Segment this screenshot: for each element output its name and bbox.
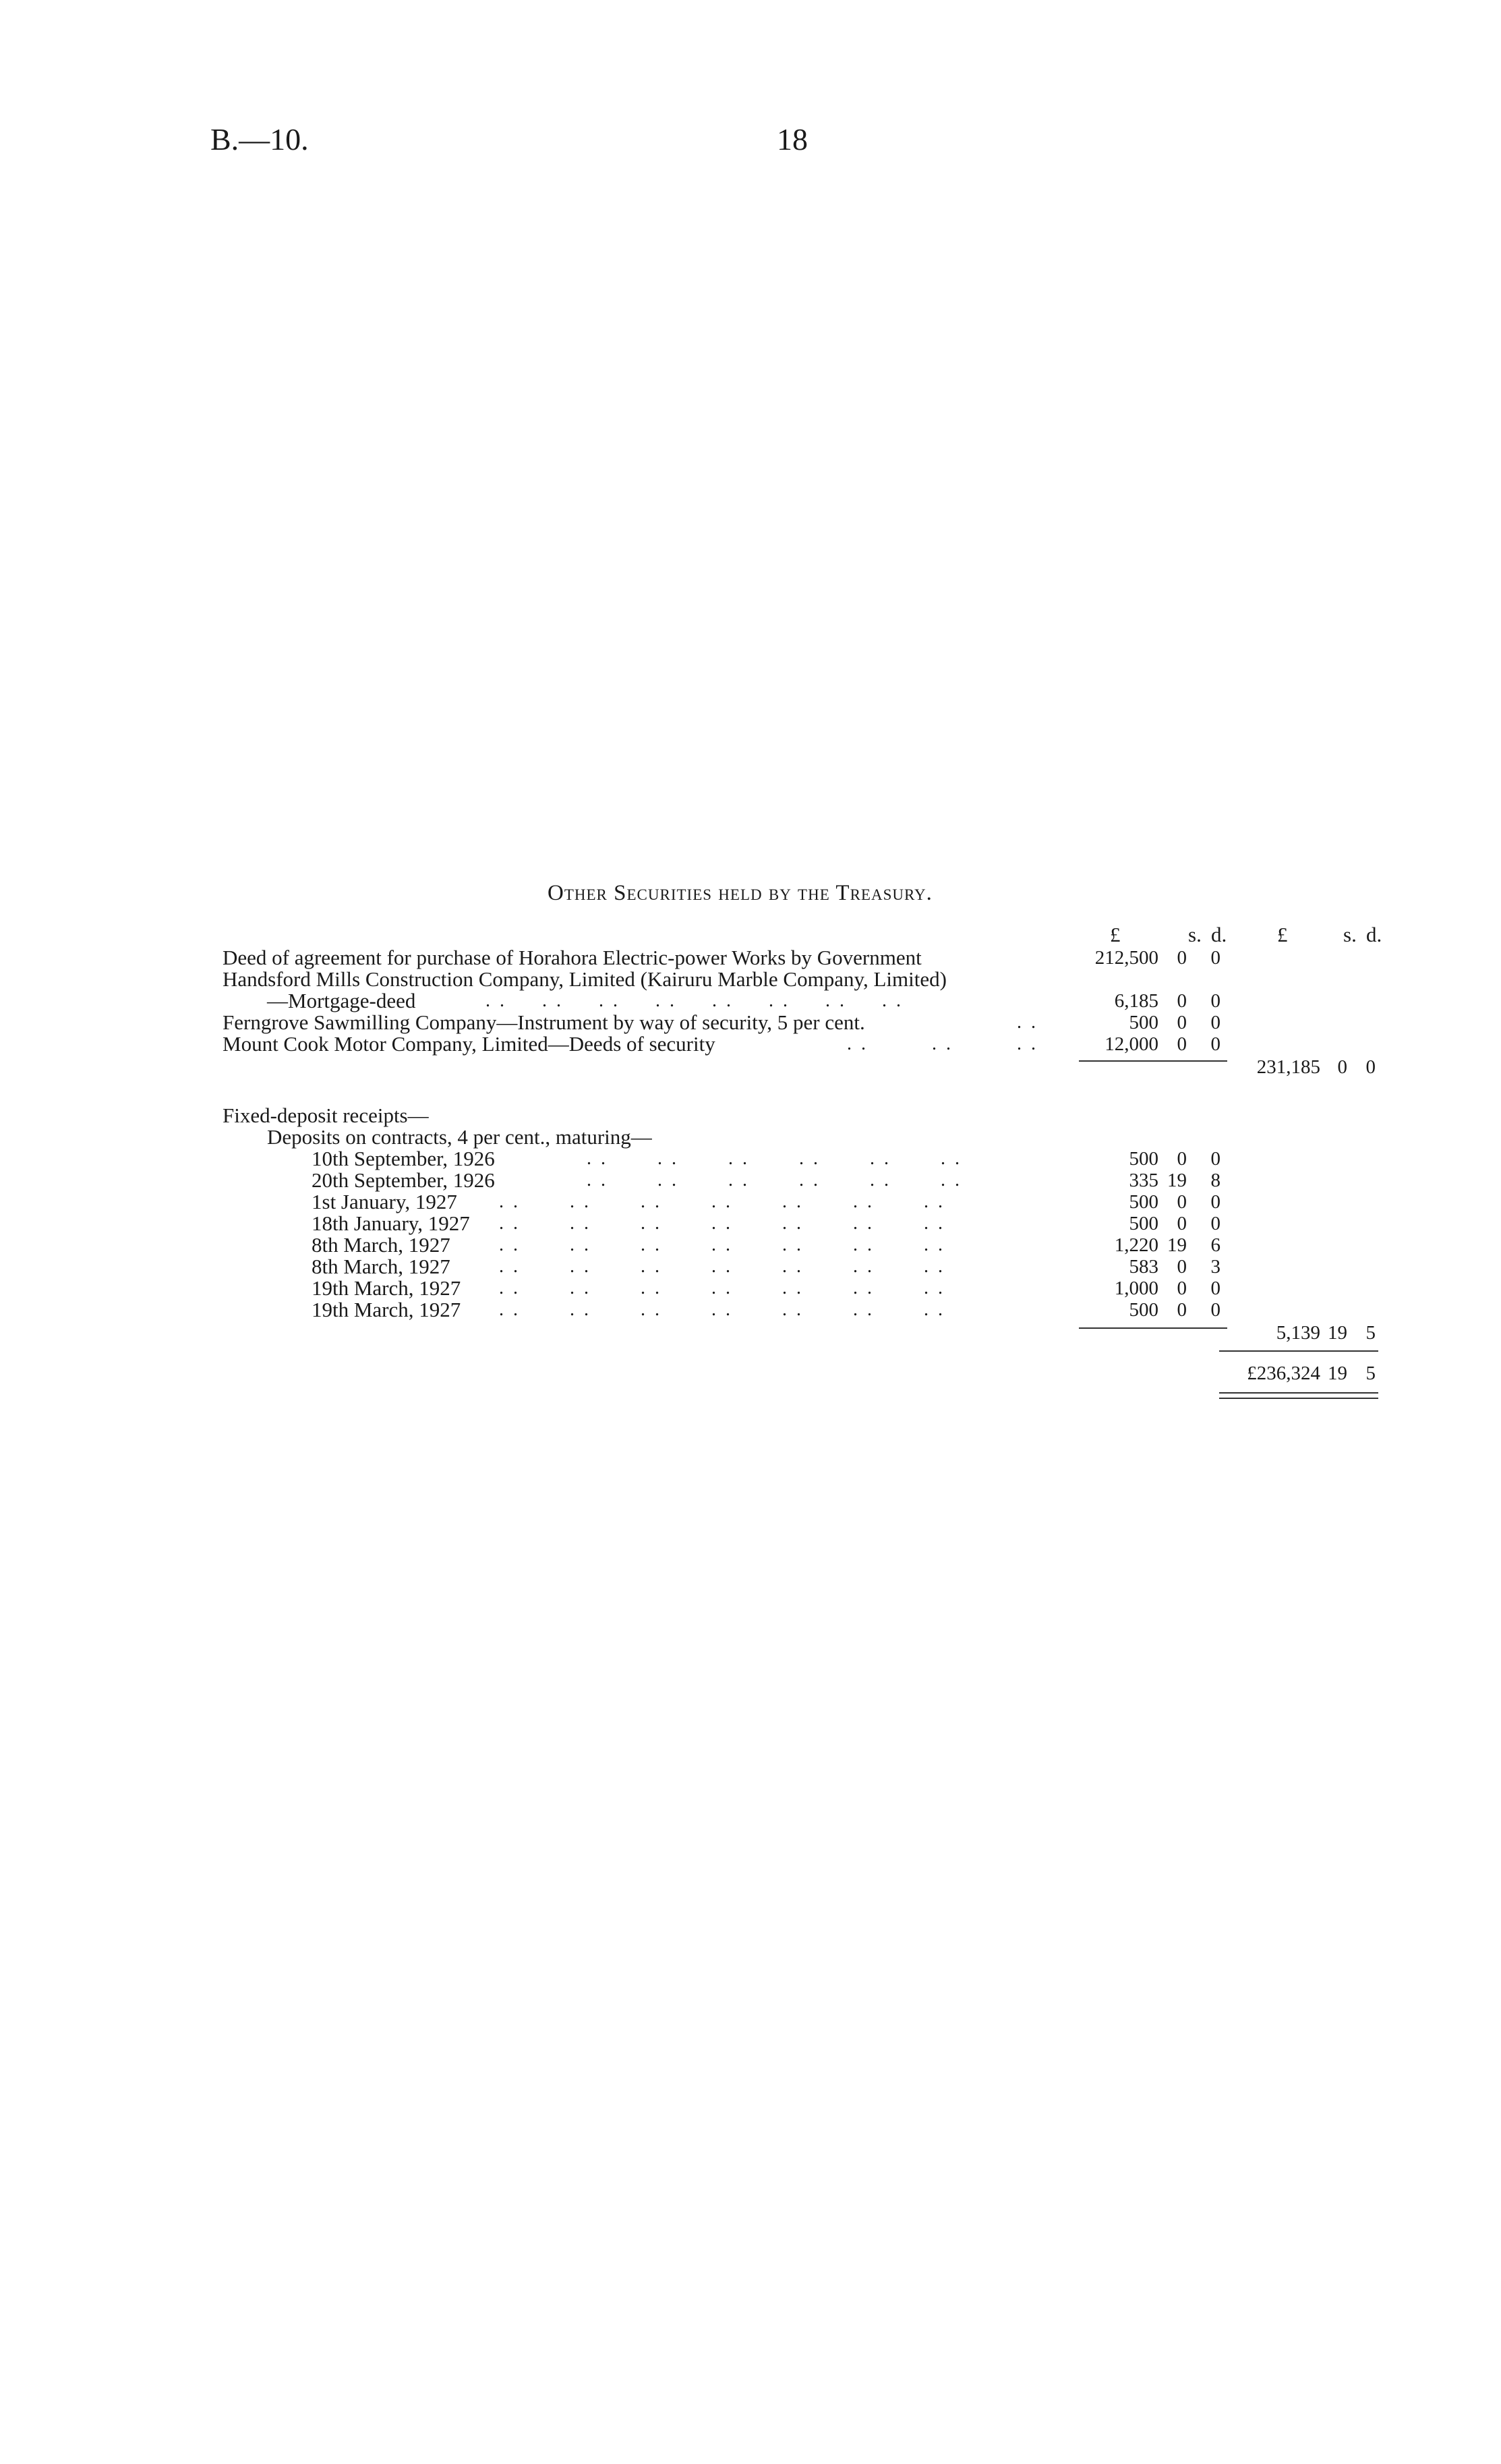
deposit-date: 10th September, 1926: [312, 1147, 495, 1170]
deposit-pence: 0: [1210, 1299, 1220, 1321]
leader-dots: .. .. .. .. .. .. ..: [499, 1191, 952, 1212]
leader-dots: .. .. .. .. .. .. ..: [499, 1299, 952, 1320]
security-pence: 0: [1210, 1012, 1220, 1033]
deposit-date: 8th March, 1927: [312, 1233, 450, 1257]
security-pounds: 12,000: [1105, 1033, 1158, 1055]
deposit-pence: 0: [1210, 1191, 1220, 1213]
deposit-pence: 0: [1210, 1278, 1220, 1299]
deposit-pounds: 1,000: [1114, 1278, 1158, 1299]
subtotal-rule: [1079, 1060, 1227, 1062]
deposit-shillings: 0: [1177, 1213, 1187, 1234]
security-description: Mount Cook Motor Company, Limited—Deeds of security: [223, 1032, 715, 1056]
leader-dots: .. .. .. .. .. .. ..: [499, 1213, 952, 1234]
leader-dots: ..: [1017, 1012, 1045, 1033]
security-pence: 0: [1210, 947, 1220, 969]
column-head-pence: d.: [1211, 923, 1227, 946]
leader-dots: .. .. .. .. .. ..: [587, 1148, 969, 1169]
deposit-pounds: 1,220: [1114, 1234, 1158, 1256]
deposit-pounds: 500: [1129, 1191, 1158, 1213]
deposit-date: 19th March, 1927: [312, 1298, 461, 1321]
column-head-pounds: £: [1110, 923, 1121, 946]
securities-total-shillings: 0: [1337, 1056, 1347, 1078]
deposit-shillings: 0: [1177, 1278, 1187, 1299]
deposit-pounds: 335: [1129, 1170, 1158, 1191]
column-head-shillings: s.: [1188, 923, 1202, 946]
security-description: —Mortgage-deed: [267, 989, 416, 1012]
column-head-pounds: £: [1277, 923, 1288, 946]
page-number: 18: [777, 122, 808, 156]
deposit-pounds: 583: [1129, 1256, 1158, 1278]
leader-dots: .. .. .. .. .. .. .. ..: [485, 990, 910, 1011]
security-description: Ferngrove Sawmilling Company—Instrument by way of security, 5 per cent.: [223, 1010, 865, 1034]
security-pounds: 212,500: [1094, 947, 1158, 969]
deposit-pence: 3: [1210, 1256, 1220, 1278]
deposit-pounds: 500: [1129, 1213, 1158, 1234]
security-pounds: 500: [1129, 1012, 1158, 1033]
security-pence: 0: [1210, 990, 1220, 1012]
security-description: Deed of agreement for purchase of Horahora Electric-power Works by Government: [223, 946, 922, 969]
section-title: Other Securities held by the Treasury.: [548, 881, 933, 905]
leader-dots: .. .. .. .. .. .. ..: [499, 1256, 952, 1277]
deposit-shillings: 19: [1167, 1170, 1187, 1191]
leader-dots: .. .. .. .. .. .. ..: [499, 1278, 952, 1298]
page-reference: B.—10.: [210, 122, 309, 156]
leader-dots: .. .. .. .. .. ..: [587, 1170, 969, 1191]
securities-total-pence: 0: [1365, 1056, 1376, 1078]
security-shillings: 0: [1177, 1033, 1187, 1055]
deposit-shillings: 0: [1177, 1191, 1187, 1213]
grand-total-shillings: 19: [1328, 1363, 1347, 1384]
deposit-date: 20th September, 1926: [312, 1168, 495, 1192]
deposit-date: 8th March, 1927: [312, 1255, 450, 1278]
deposit-shillings: 0: [1177, 1299, 1187, 1321]
subtotal-rule: [1079, 1327, 1227, 1329]
total-rule: [1219, 1350, 1378, 1352]
deposit-date: 18th January, 1927: [312, 1211, 470, 1235]
leader-dots: .. .. ..: [847, 1033, 1045, 1054]
grand-total-pounds: £236,324: [1247, 1363, 1320, 1384]
column-head-shillings: s.: [1343, 923, 1357, 946]
fixed-deposit-subheading: Deposits on contracts, 4 per cent., maturing—: [267, 1125, 652, 1149]
deposit-pounds: 500: [1129, 1299, 1158, 1321]
security-pounds: 6,185: [1114, 990, 1158, 1012]
deposit-pence: 0: [1210, 1213, 1220, 1234]
deposit-pence: 8: [1210, 1170, 1220, 1191]
double-rule-top: [1219, 1392, 1378, 1394]
security-pence: 0: [1210, 1033, 1220, 1055]
column-head-pence: d.: [1366, 923, 1382, 946]
deposit-date: 19th March, 1927: [312, 1276, 461, 1300]
security-shillings: 0: [1177, 1012, 1187, 1033]
fixed-deposit-total-shillings: 19: [1328, 1322, 1347, 1344]
security-shillings: 0: [1177, 947, 1187, 969]
leader-dots: .. .. .. .. .. .. ..: [499, 1234, 952, 1255]
deposit-shillings: 0: [1177, 1256, 1187, 1278]
deposit-date: 1st January, 1927: [312, 1190, 457, 1213]
deposit-pence: 6: [1210, 1234, 1220, 1256]
fixed-deposit-heading: Fixed-deposit receipts—: [223, 1104, 429, 1127]
double-rule-bottom: [1219, 1398, 1378, 1399]
grand-total-pence: 5: [1365, 1363, 1376, 1384]
deposit-shillings: 0: [1177, 1148, 1187, 1170]
security-shillings: 0: [1177, 990, 1187, 1012]
security-description: Handsford Mills Construction Company, Limited (Kairuru Marble Company, Limited): [223, 967, 947, 991]
securities-total-pounds: 231,185: [1256, 1056, 1320, 1078]
deposit-pence: 0: [1210, 1148, 1220, 1170]
fixed-deposit-total-pounds: 5,139: [1276, 1322, 1320, 1344]
fixed-deposit-total-pence: 5: [1365, 1322, 1376, 1344]
deposit-shillings: 19: [1167, 1234, 1187, 1256]
deposit-pounds: 500: [1129, 1148, 1158, 1170]
